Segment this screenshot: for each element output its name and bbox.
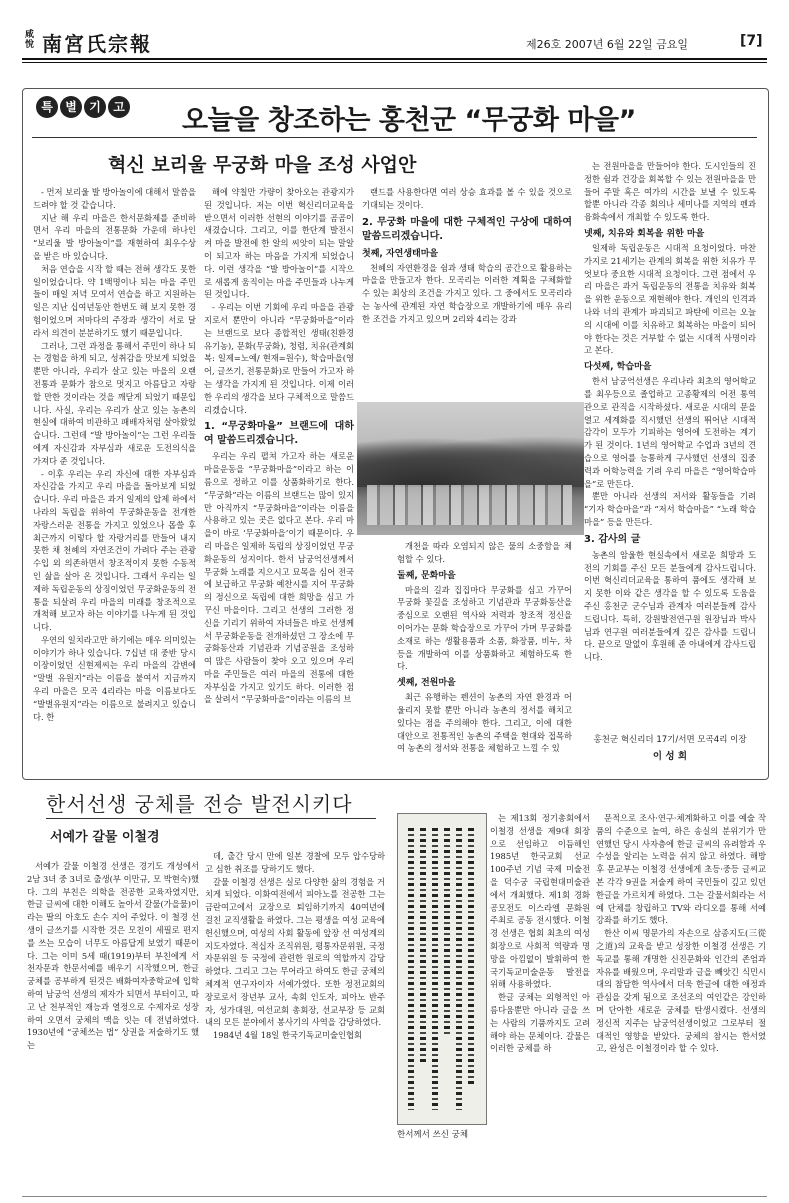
feature-tag-char: 고 <box>108 96 130 118</box>
feature-column-4 <box>584 160 756 720</box>
paragraph: 는 전원마을을 만들어야 한다. 도시인들의 진정한 쉼과 건강을 회복할 수 있는 전원마을을 만들어 주말 혹은 여가의 시간을 보낼 수 있도록 할뿐 아니라 각종 회의나 세미나를 지역의 펜과 융화속에서 개최할 수 있도록 한다. <box>584 161 756 223</box>
paragraph: 는 제13회 정기총회에서 이철경 선생을 제9대 회장으로 선임하고 이듬해인 1985년 한국교회 선교 100주년 기념 국제 미술전을 덕수궁 국립현대미술관에서 개최했다. 제1회 경화 공모전도 이스라엘 문화원 주최로 공동 전시했다. 이철경 선생은 협회 최초의 여성 회장으로 사회적 역량과 명망을 아낌없이 발휘하여 한국기독교미술운동 발전을 위해 사용하였다. <box>490 813 590 990</box>
paragraph: 한서 남궁억선생은 우리나라 최초의 영어학교를 최우등으로 졸업하고 고종황제의 어전 통역관으로 관직을 시작하셨다. 새로운 시대의 문을 열고 세계화를 직시했던 선생의 뛰어난 시대적 감각이 모두가 기피하는 영어에 도전하는 계기가 된 것이다. 1년의 영어학교 수업과 3년의 견습으로 영어를 능통하게 구사했던 선생의 집중력과 어학능력을 기려 우리 마을은 “영어학습마을”로 만든다. <box>584 376 756 489</box>
paragraph: 천혜의 자연환경을 쉼과 생태 학습의 공간으로 활용하는 마을을 만들고자 한다. 모곡리는 이러한 계획을 구체화할 수 있는 최상의 조건을 가지고 있다. 그 중에서도 모곡리라는 농사에 관계된 자연 학습장으로 개발하기에 매우 유리한 조건을 가지고 있으며 2리와 4리는 강과 <box>362 262 572 324</box>
masthead-title: 南宮氏宗報 <box>42 32 152 56</box>
paragraph: 지난 해 우리 마을은 한서문화제를 준비하면서 우리 마을의 전통문화 가운데 하나인 “보리울 발 방아놀이”를 재현하여 최우수상을 받은 바 있습니다. <box>33 212 196 261</box>
paragraph: 갈물 이철경 선생은 실로 다양한 삶의 경험을 거치게 되었다. 이화여전에서 피아노를 전공한 그는 금란여고에서 교장으로 퇴임하기까지 40여년에 걸친 교직생활을 하였다. 그는 평생을 여성 교육에 헌신했으며, 여성의 사회 활동에 앞장 선 여성계의 지도자였다. 적십자 조직위원, 평통자문위원, 국정자문위원 등 국정에 관련한 원로의 역할까지 감당하였다. 그리고 그는 무어라고 하여도 한글 궁체의 체계적 연구자이자 서예가였다. 또한 정전교회의 장로로서 장년부 교사, 속회 인도자, 피아노 반주자, 성가대원, 여선교회 총회장, 선교부장 등 교회 내의 모든 분야에서 봉사기의 사역을 감당하였다. <box>205 876 385 1028</box>
paragraph: 최근 유행하는 펜션이 농촌의 자연 환경과 어울리지 못할 뿐만 아니라 농촌의 정서를 해치고 있다는 점을 주의해야 한다. 그리고, 이에 대한 대안으로 전통적인 농촌의 주택을 현대와 접목하여 농촌의 정서와 전통을 체험하고 느낄 수 있 <box>397 692 572 754</box>
feature-subheadline: 혁신 보리울 무궁화 마을 조성 사업안 <box>108 154 417 176</box>
section-heading: 1. “무궁화마을” 브랜드에 대하여 말씀드리겠습니다. <box>204 421 354 447</box>
paragraph: 일제하 독립운동은 시대적 요청이었다. 마찬가지로 21세기는 관계의 회복을 위한 치유가 무엇보다 중요한 시대적 요청이다. 그런 점에서 우리 마을은 과거 독립운동의 전통을 치유와 회복을 위한 운동으로 재현해야 한다. 개인의 인격과 나와 너의 관계가 파괴되고 파탄에 이르는 오늘의 시대에 이를 치유하고 회복하는 마을이 되어야 한다는 것은 거부할 수 없는 시대적 사명이라고 본다. <box>584 242 756 356</box>
village-photo <box>357 402 584 535</box>
issue-info: 제26호 2007년 6월 22일 금요일 <box>526 38 688 51</box>
paragraph: 데, 출간 당시 만에 일본 경찰에 모두 압수당하고 심한 취조를 당하기도 했다. <box>205 851 385 874</box>
paragraph: 한산 이씨 명문가의 자손으로 삼종지도(三從之道)의 교육을 받고 성장한 이철경 선생은 기독교를 통해 개명한 신진문화와 인간의 존엄과 자유를 배웠으며, 우리말과 글을 빼앗긴 식민시대의 참담한 역사에서 더욱 한글에 대한 애정과 관심을 갖게 됨으로 조선조의 여인같은 강인하며 단아한 새로운 궁체를 탄생시켰다. 선생의 정신적 지주는 남궁억선생이었고 그로부터 절대적인 영향을 받았다. 궁체의 참시는 한서였고, 완성은 이철경이라 할 수 있다. <box>596 928 766 1054</box>
paragraph: 서예가 갈물 이철경 선생은 경기도 개성에서 2남 3녀 중 3녀로 출생(부 이만규, 모 박현숙)했다. 그의 부친은 의학을 전공한 교육자였지만, 한글 글씨에 대한 이해도 높아서 갈물(가을물)이라는 딸의 아호도 손수 지어 주었다. 이 철경 선생이 글쓰기를 시작한 것은 모친이 세필로 편지를 쓰는 모습이 너무도 아름답게 보였기 때문이다. 그는 이미 5세 때(1919)부터 부친에게 서 천자문과 한문서예를 배우기 시작했으며, 한글 궁체를 공부하게 된것은 배화여자중학교에 입학하여 남궁억 선생의 제자가 되면서 부터이고, 따고 난 천부적인 재능과 열정으로 수제자로 성장하여 오면서 궁체의 맥을 잇는 데 전념하였다. 1930년에 “궁체쓰는 법” 상권을 저술하기도 했는 <box>27 861 199 1051</box>
paragraph: - 우리는 이번 기회에 우리 마을을 관광지로서 뿐만이 아니라 “무궁화마을”이라는 브랜드로 보다 종합적인 생태(친환경유기농), 문화(무궁화), 청렴, 치유(관계회복: 일제=노예/ 현재=원수), 학습마을(영어, 글쓰기, 전통문화)로 만들어 가고자 하는 생각을 가지게 된 것입니다. 이제 이러한 우리의 생각을 보다 구체적으로 말씀드리겠습니다. <box>204 302 354 415</box>
feature-tag-char: 기 <box>84 96 106 118</box>
paragraph: 문적으로 조사·연구·체계화하고 이를 예술 작품의 수준으로 높여, 하은 송실의 분위기가 만연했던 당시 사자층에 한글 글씨의 유려함과 우수성을 알리는 노력을 쉬지 않고 하였다. 해방 후 문교부는 이철경 선생에게 초등·중등 글씨교본 각각 9권을 저술케 하여 국민들이 깊고 있던 한글을 가르치게 하였다. 그는 갈물서회라는 서예 단체를 창립하고 TV와 라디오를 통해 서예 강좌를 하기도 했다. <box>596 813 766 926</box>
paragraph: 마을의 길과 집집마다 무궁화를 심고 가꾸어 무궁화 꽃길을 조성하고 기념관과 무궁화동산을 중심으로 오랜된 역사와 저력과 창조적 정신을 이어가는 문화 학습장으로 가꾸어 가며 무궁화를 소재로 하는 생활용품과 소품, 화장품, 비누, 차 등을 개발하여 이를 상품화하고 체험하도록 한다. <box>397 584 572 672</box>
photo-houses <box>367 485 572 525</box>
paragraph: 우리는 우리 펼쳐 가고자 하는 새로운 마을운동을 “무궁화마을”이라고 하는 이름으로 정하고 이를 상품화하기로 한다. “무궁화”라는 이름의 브랜드는 많이 있지만 아직까지 “무궁화마을”이라는 이름을 사용하고 있는 곳은 없다고 본다. 우리 마을이 바로 ‘무궁화마을’이기 때문이다. 우리 마을은 일제하 독립의 상징이었던 무궁화운동의 성지이다. 한서 남궁억선생께서 무궁화 노래를 지으시고 묘목을 심어 전국에 보급하고 무궁화 예찬시를 지어 무궁화의 정신으로 독립에 대한 희망을 심고 가꾸신 마을이다. 그리고 선생의 그러한 정신을 기리기 위하여 자녀들은 바로 선생께서 무궁화운동을 전개하셨던 그 장소에 무궁화동산과 기념관과 기념공원을 조성하여 많은 사람들이 찾아 오고 있으며 우리 마을 주민들은 여러 마을의 전통에 대한 자부심을 가지고 있기도 하다. 이러한 점을 살려서 “무궁화마을”이라는 이름의 브 <box>204 451 354 705</box>
second-column-3 <box>490 812 590 1192</box>
page-bottom-rule <box>22 1196 767 1197</box>
second-headline-rule <box>46 818 376 819</box>
second-column-2 <box>205 850 385 1190</box>
second-column-1 <box>27 860 199 1190</box>
feature-tag-char: 별 <box>60 96 82 118</box>
paragraph: 한글 궁체는 외형적인 아름다움뿐만 아니라 글을 쓰는 사람의 기품까지도 고려해야 하는 문체이다. 갈물은 이러한 궁체를 하 <box>490 992 590 1054</box>
paragraph: 랜드를 사용한다면 여러 상승 효과를 볼 수 있을 것으로 기대되는 것이다. <box>362 187 572 210</box>
calligraphy-image <box>397 813 487 1125</box>
feature-tag <box>36 96 132 118</box>
page-number: [7] <box>740 33 763 49</box>
header-rule-thin <box>22 62 767 63</box>
subsection-heading: 셋째, 전원마을 <box>397 678 456 689</box>
paragraph: 해에 약칠만 가량이 찾아오는 관광지가 된 것입니다. 저는 이번 혁신리더교육을 받으면서 이러한 선현의 이야기를 곰곰이 새겼습니다. 그리고, 이를 한단계 발전시켜 마을 발전에 한 알의 씨앗이 되는 말알이 되고자 하는 마음을 가지게 되었습니다. 이런 생각을 “발 방아놀이”를 시작으로 새롭게 움직이는 마을 주민들과 나누게 된 것입니다. <box>204 187 354 300</box>
feature-column-1 <box>33 186 196 771</box>
signature: 홍천군 혁신리더 17기/서면 모곡4리 이장 <box>593 735 747 745</box>
feature-tag-char: 특 <box>36 96 58 118</box>
subsection-heading: 둘째, 문화마을 <box>397 570 456 581</box>
feature-column-3 <box>362 186 572 400</box>
paragraph: 농촌의 암울한 현실속에서 새로운 희망과 도전의 기회를 주신 모든 분들에게 감사드립니다. 이번 혁신리더교육을 통하여 품에도 생각해 보지 못한 이와 같은 생각을 할 수 있도록 도움을 주신 홍천군 군수님과 관계자 여러분들께 감사드립니다. 특히, 강원발전연구원 원장님과 박사님과 연구원 여러분들에게 깊은 감사를 드립니다. 끝으로 말없이 후원해 준 아내에게 감사드립니다. <box>584 549 756 663</box>
section-heading: 3. 감사의 글 <box>584 533 641 545</box>
calligraphy-caption: 한서께서 쓰신 궁체 <box>397 1130 469 1140</box>
paragraph: 개천을 따라 오염되지 않은 물의 소중함을 체험할 수 있다. <box>397 541 572 564</box>
feature-headline-rule <box>32 137 757 138</box>
feature-column-2 <box>204 186 354 771</box>
subsection-heading: 첫째, 자연생태마을 <box>362 248 439 259</box>
paragraph: 뿐만 아니라 선생의 저서와 활동들을 기려 “기자 학습마을”과 “저서 학습마을” “노래 학습마을” 등을 만든다. <box>584 491 756 527</box>
paragraph: - 먼저 보리울 발 방아놀이에 대해서 말씀을 드려야 할 것 같습니다. <box>33 187 196 210</box>
second-byline: 서예가 갈물 이철경 <box>50 830 160 845</box>
paragraph: 처음 연습을 시작 할 때는 전혀 생각도 못한 일이었습니다. 약 1백명이나 되는 마을 주민들이 매일 저녁 모여서 연습을 하고 지원하는 일은 지난 십여년동안 한번도 해 보지 못한 경험이었으며 저마다의 주장과 생각이 서로 달라서 의견이 분분하기도 했기 때문입니다. <box>33 263 196 338</box>
signature-name: 이 성 희 <box>652 751 688 762</box>
section-heading: 2. 무궁화 마을에 대한 구체적인 구상에 대하여 말씀드리겠습니다. <box>362 216 572 242</box>
paragraph: - 이후 우리는 우리 자신에 대한 자부심과 자신감을 가지고 우리 마을을 돌아보게 되었습니다. 우리 마을은 과거 일제의 압제 하에서 나라의 독립을 위하여 무궁화운동을 전개한 자랑스러운 전통을 가지고 있었으나 몹쓸 후 최근까지 이렇다 할 자랑거리를 만들어 내지 못한 채 천혜의 자연조건이 가려다 주는 관광수입 외 의존하면서 창조적이지 못한 수동적인 삶을 살아 온 것입니다. 그래서 우리는 일제하 독립운동의 상징이었던 무궁화운동의 전통을 되살려 우리 마을의 미래를 창조적으로 개척해 보고자 하는 이야기를 나누게 된 것입니다. <box>33 468 196 633</box>
masthead-vertical: 咸悅 <box>25 30 35 50</box>
subsection-heading: 넷째, 치유와 회복을 위한 마을 <box>584 228 705 239</box>
paragraph: 우연의 일치라고만 하기에는 매우 의미있는 이야기가 하나 있습니다. 7십년 대 중반 당시 이장이었던 신현제씨는 우리 마을의 감변에 “말벌 유원지”라는 이름을 붙여서 지금까지 우리 마을은 모곡 4리라는 마을 이름보다도 “발벌유원지”라는 이름으로 불려지고 있습니다. 한 <box>33 634 196 722</box>
second-column-4 <box>596 812 766 1192</box>
subsection-heading: 다섯째, 학습마을 <box>584 362 652 373</box>
feature-column-3-lower <box>397 540 572 772</box>
photo-hills <box>357 437 584 487</box>
paragraph: 그러나, 그런 과정을 통해서 주민이 하나 되는 경험을 하게 되고, 성취감을 맛보게 되었을 뿐만 아니라, 우리가 살고 있는 마을의 오랜 전통과 문화가 참으로 멋지고 아름답고 자랑할 만한 것이라는 것을 깨닫게 되었기 때문입니다. 사실, 우리는 우리가 살고 있는 농촌의 현실에 대하여 비관하고 패배자처럼 살아왔었습니다. 그런데 “발 방아놀이”는 그런 우리들에게 자신감과 자부심과 새로운 도전의식을 가져다 준 것입니다. <box>33 340 196 466</box>
feature-headline: 오늘을 창조하는 홍천군 “무궁화 마을” <box>182 105 636 136</box>
header-rule <box>22 58 767 60</box>
second-headline: 한서선생 궁체를 전승 발전시키다 <box>46 792 353 816</box>
paragraph: 1984년 4월 18일 한국기독교미술인협회 <box>213 1030 363 1041</box>
